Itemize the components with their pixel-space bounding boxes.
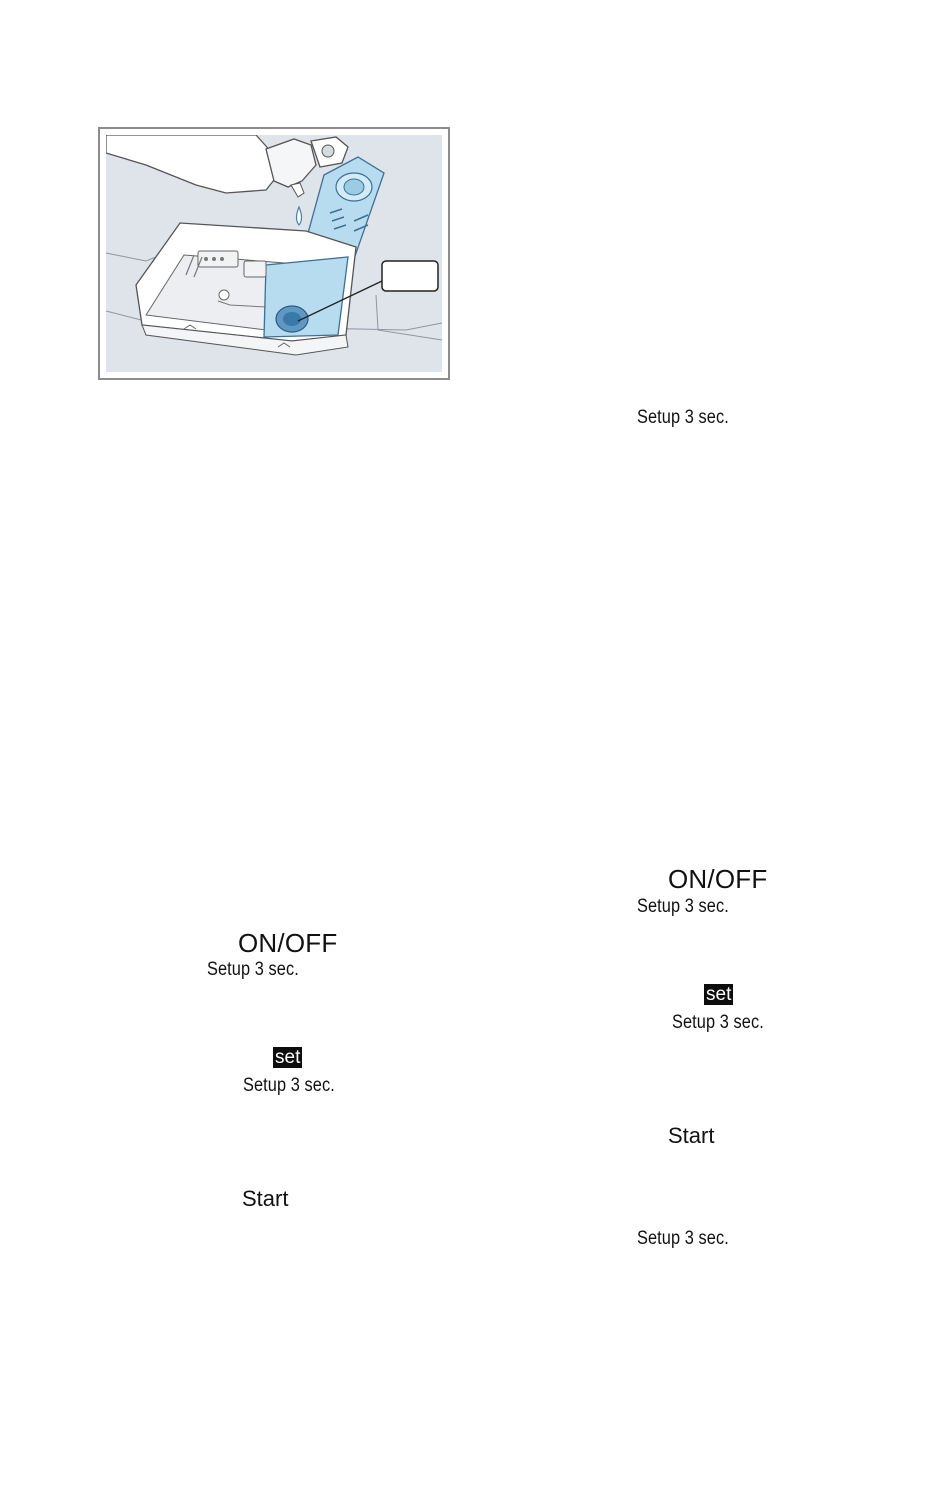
indicator-window	[244, 261, 266, 277]
lid-seal-inner	[344, 179, 364, 195]
setup-label: Setup 3 sec.	[672, 1012, 764, 1033]
start-key-label: Start	[668, 1123, 715, 1148]
setup-label: Setup 3 sec.	[243, 1075, 335, 1096]
setup-label: Setup 3 sec.	[207, 959, 299, 980]
onoff-key-label: ON/OFF	[238, 928, 338, 958]
rinse-aid-opening-inner	[283, 312, 301, 326]
callout-box	[382, 261, 438, 291]
latch-knob	[219, 290, 229, 300]
onoff-key-label: ON/OFF	[668, 864, 768, 894]
start-key-label: Start	[242, 1186, 289, 1211]
set-badge: set	[275, 1047, 301, 1068]
setup-label: Setup 3 sec.	[637, 896, 729, 917]
setup-label: Setup 3 sec.	[637, 407, 729, 428]
dispenser-drawing	[106, 135, 442, 372]
set-badge: set	[706, 984, 732, 1005]
cap-ring	[322, 145, 334, 157]
setup-label: Setup 3 sec.	[637, 1228, 729, 1249]
rinse-aid-illustration	[98, 127, 450, 380]
